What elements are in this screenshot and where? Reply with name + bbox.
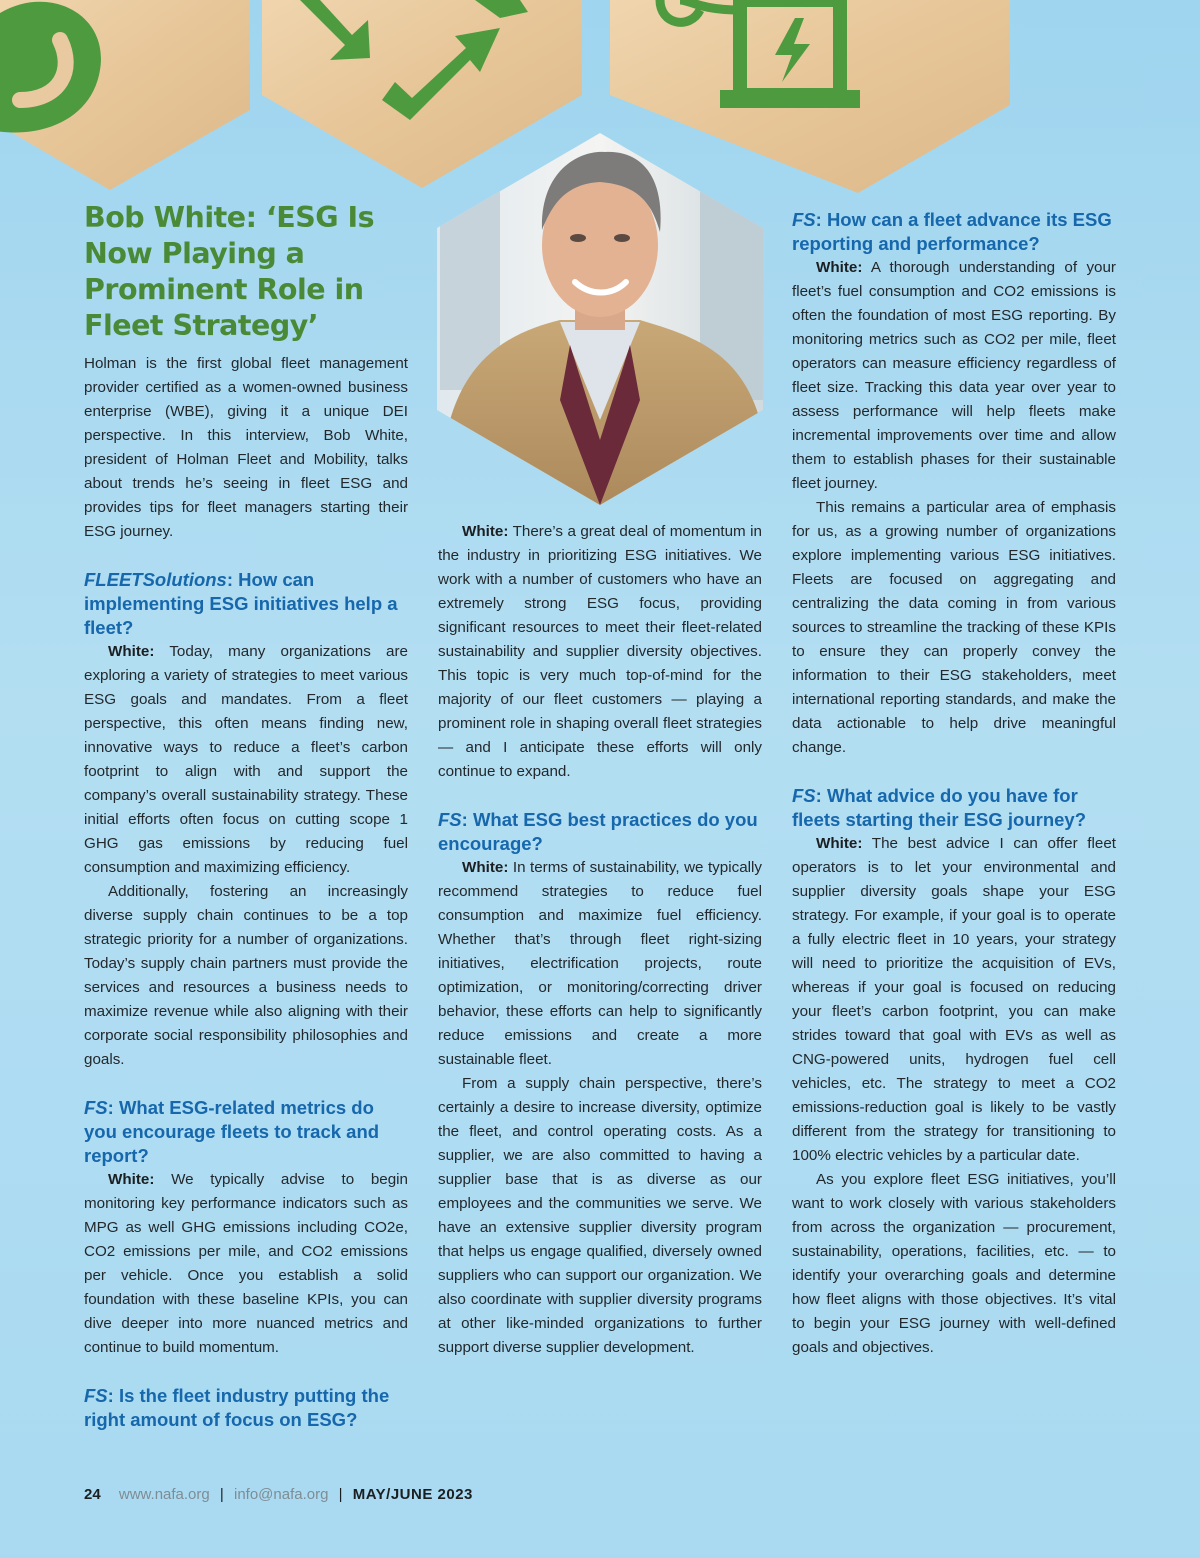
article-title: Bob White: ‘ESG Is Now Playing a Prominent Role in Fleet Strategy’: [84, 201, 375, 342]
footer-website[interactable]: www.nafa.org: [118, 1486, 210, 1503]
answer-1: Today, many organizations are exploring a variety of strategies to meet various ESG goals and mandates. From a fleet perspective, this often means finding new, innovative ways to reduce a fleet’s carbon footprint to align with and support the company’s overall sustainability strategy. These initial efforts often focus on cutting scope 1 GHG gas emissions by reducing fuel consumption and maximizing efficiency.: [84, 643, 408, 876]
portrait-photo: [430, 130, 770, 520]
footer-email[interactable]: info@nafa.org: [234, 1486, 329, 1503]
leaf-tile: [0, 0, 250, 190]
answer-5: A thorough understanding of your fleet’s fuel consumption and CO2 emissions is often the foundation of most ESG reporting. By monitoring metrics such as CO2 per mile, fleet operators can measure efficiency regardless of fleet size. Tracking this data year over year to assess performance will help fleets make incremental improvements over time and allow them to establish phases for their sustainable fleet journey.: [792, 259, 1116, 492]
answer-3: There’s a great deal of momentum in the industry in prioritizing ESG initiatives. We work with a number of customers who have an extremely strong ESG focus, providing significant resources to meet their fleet-related sustainability and supplier diversity objectives. This topic is very much top-of-mind for the majority of our fleet customers — playing a prominent role in shaping overall fleet strategies — and I anticipate these efforts will only continue to expand.: [438, 523, 762, 780]
intro-paragraph: Holman is the first global fleet management provider certified as a women-owned business enterprise (WBE), giving it a unique DEI perspective. In this interview, Bob White, president of Holman Fleet and Mobility, talks about trends he’s seeing in fleet ESG and provides tips for fleet managers starting their ESG journey.: [84, 355, 408, 540]
ev-charger-tile: [610, 0, 1010, 193]
page-number: 24: [84, 1486, 101, 1503]
answer-6b: As you explore fleet ESG initiatives, you’ll want to work closely with various stakeholders from across the organization — procurement, sustainability, operations, facilities, etc. — to identify your overarching goals and determine how fleet aligns with those objectives. It’s vital to begin your ESG journey with well-defined goals and objectives.: [792, 1171, 1116, 1356]
question-5: FS: How can a fleet advance its ESG reporting and performance?: [792, 209, 1112, 254]
answer-1b: Additionally, fostering an increasingly diverse supply chain continues to be a top strategic priority for a number of organizations. Today’s supply chain partners must provide the services and resources a business needs to maximize revenue while also aligning with their corporate social responsibility philosophies and goals.: [84, 883, 408, 1068]
question-4: FS: What ESG best practices do you encourage?: [438, 809, 758, 854]
column-middle: White: There’s a great deal of momentum in the industry in prioritizing ESG initiatives. We work with a number of customers who have an extremely strong ESG focus, providing significant resources to meet their fleet-related sustainability and supplier diversity objectives. This topic is very much top-of-mind for the majority of our fleet customers — playing a prominent role in shaping overall fleet strategies — and I anticipate these efforts will only continue to expand. FS: What ESG best practices do you encourage? White: In terms of sustainability, we typically recommend strategies to reduce fuel consumption and maximize fuel efficiency. Whether that’s through fleet right-sizing initiatives, electrification projects, route optimization, or monitoring/correcting driver behavior, these efforts can help to significantly reduce emissions and create a more sustainable fleet. From a supply chain perspective, there’s certainly a desire to increase diversity, optimize the fleet, and control operating costs. As a supplier, we are also committed to having a supplier base that is as diverse as our employees and the communities we serve. We have an extensive supplier diversity program that helps us engage qualified, diversely owned suppliers who can support our organization. We also coordinate with supplier diversity programs at other like-minded organizations to further support diverse supplier development.: [438, 520, 762, 1360]
page-footer: 24 www.nafa.org | info@nafa.org | MAY/JUNE 2023: [84, 1486, 473, 1503]
column-left: Holman is the first global fleet management provider certified as a women-owned business enterprise (WBE), giving it a unique DEI perspective. In this interview, Bob White, president of Holman Fleet and Mobility, talks about trends he’s seeing in fleet ESG and provides tips for fleet managers starting their ESG journey. FLEETSolutions: How can implementing ESG initiatives help a fleet? White: Today, many organizations are exploring a variety of strategies to meet various ESG goals and mandates. From a fleet perspective, this often means finding new, innovative ways to reduce a fleet’s carbon footprint to align with and support the company’s overall sustainability strategy. These initial efforts often focus on cutting scope 1 GHG gas emissions by reducing fuel consumption and maximizing efficiency. Additionally, fostering an increasingly diverse supply chain continues to be a top strategic priority for a number of organizations. Today’s supply chain partners must provide the services and resources a business needs to maximize revenue while also aligning with their corporate social responsibility philosophies and goals. FS: What ESG-related metrics do you encourage fleets to track and report? White: We typically advise to begin monitoring key performance indicators such as MPG as well GHG emissions including CO2e, CO2 emissions per mile, and CO2 emissions per vehicle. Once you establish a solid foundation with these baseline KPIs, you can dive deeper into more nuanced metrics and continue to build momentum. FS: Is the fleet industry putting the right amount of focus on ESG?: [84, 352, 408, 1432]
answer-5b: This remains a particular area of emphasis for us, as a growing number of organizations explore implementing various ESG initiatives. Fleets are focused on aggregating and centralizing the data coming in from various sources to streamline the tracking of these KPIs to ensure they can properly convey the information to their ESG stakeholders, meet international reporting standards, and make the data actionable to help drive meaningful change.: [792, 499, 1116, 756]
question-3: FS: Is the fleet industry putting the right amount of focus on ESG?: [84, 1385, 390, 1430]
answer-2: We typically advise to begin monitoring key performance indicators such as MPG as well GHG emissions including CO2e, CO2 emissions per mile, and CO2 emissions per vehicle. Once you establish a solid foundation with these baseline KPIs, you can dive deeper into more nuanced metrics and continue to build momentum.: [84, 1171, 408, 1356]
answer-4b: From a supply chain perspective, there’s certainly a desire to increase diversity, optimize the fleet, and control operating costs. As a supplier, we are also committed to having a supplier base that is as diverse as our employees and the communities we serve. We have an extensive supplier diversity program that helps us engage qualified, diversely owned suppliers who can support our organization. We also coordinate with supplier diversity programs at other like-minded organizations to further support diverse supplier development.: [438, 1075, 762, 1356]
column-right: FS: How can a fleet advance its ESG reporting and performance? White: A thorough understanding of your fleet’s fuel consumption and CO2 emissions is often the foundation of most ESG reporting. By monitoring metrics such as CO2 per mile, fleet operators can measure efficiency regardless of fleet size. Tracking this data year over year to assess performance will help fleets make incremental improvements over time and allow them to establish phases for their sustainable fleet journey. This remains a particular area of emphasis for us, as a growing number of organizations explore implementing various ESG initiatives. Fleets are focused on aggregating and centralizing the data coming in from various sources to streamline the tracking of these KPIs to ensure they can properly convey the information to their ESG stakeholders, meet international reporting standards, and make the data actionable to help drive meaningful change. FS: What advice do you have for fleets starting their ESG journey? White: The best advice I can offer fleet operators is to let your environmental and supplier diversity goals shape your ESG strategy. For example, if your goal is to operate a fully electric fleet in 10 years, your strategy will need to prioritize the acquisition of EVs, whereas if your goal is focused on reducing your fleet’s carbon footprint, you can make strides toward that goal with EVs as well as CNG-powered units, hydrogen fuel cell vehicles, etc. The strategy to meet a CO2 emissions-reduction goal is likely to be vastly different from the strategy for transitioning to 100% electric vehicles by a particular date. As you explore fleet ESG initiatives, you’ll want to work closely with various stakeholders from across the organization — procurement, sustainability, operations, facilities, etc. — to identify your overarching goals and determine how fleet aligns with those objectives. It’s vital to begin your ESG journey with well-defined goals and objectives.: [792, 208, 1116, 1360]
answer-4: In terms of sustainability, we typically recommend strategies to reduce fuel consumption and maximize fuel efficiency. Whether that’s through fleet right-sizing initiatives, electrification projects, route optimization, or monitoring/correcting driver behavior, these efforts can help to significantly reduce emissions and create a more sustainable fleet.: [438, 859, 762, 1068]
question-2: FS: What ESG-related metrics do you encourage fleets to track and report?: [84, 1097, 380, 1166]
question-1: FLEETSolutions: How can implementing ESG initiatives help a fleet?: [84, 569, 398, 638]
recycle-tile: [262, 0, 582, 188]
question-6: FS: What advice do you have for fleets starting their ESG journey?: [792, 785, 1087, 830]
answer-6: The best advice I can offer fleet operators is to let your environmental and supplier diversity goals shape your ESG strategy. For example, if your goal is to operate a fully electric fleet in 10 years, your strategy will need to prioritize the acquisition of EVs, whereas if your goal is focused on reducing your fleet’s carbon footprint, you can make strides toward that goal with EVs as well as CNG-powered units, hydrogen fuel cell vehicles, etc. The strategy to meet a CO2 emissions-reduction goal is likely to be vastly different from the strategy for transitioning to 100% electric vehicles by a particular date.: [792, 835, 1117, 1164]
issue-date: MAY/JUNE 2023: [352, 1486, 473, 1503]
